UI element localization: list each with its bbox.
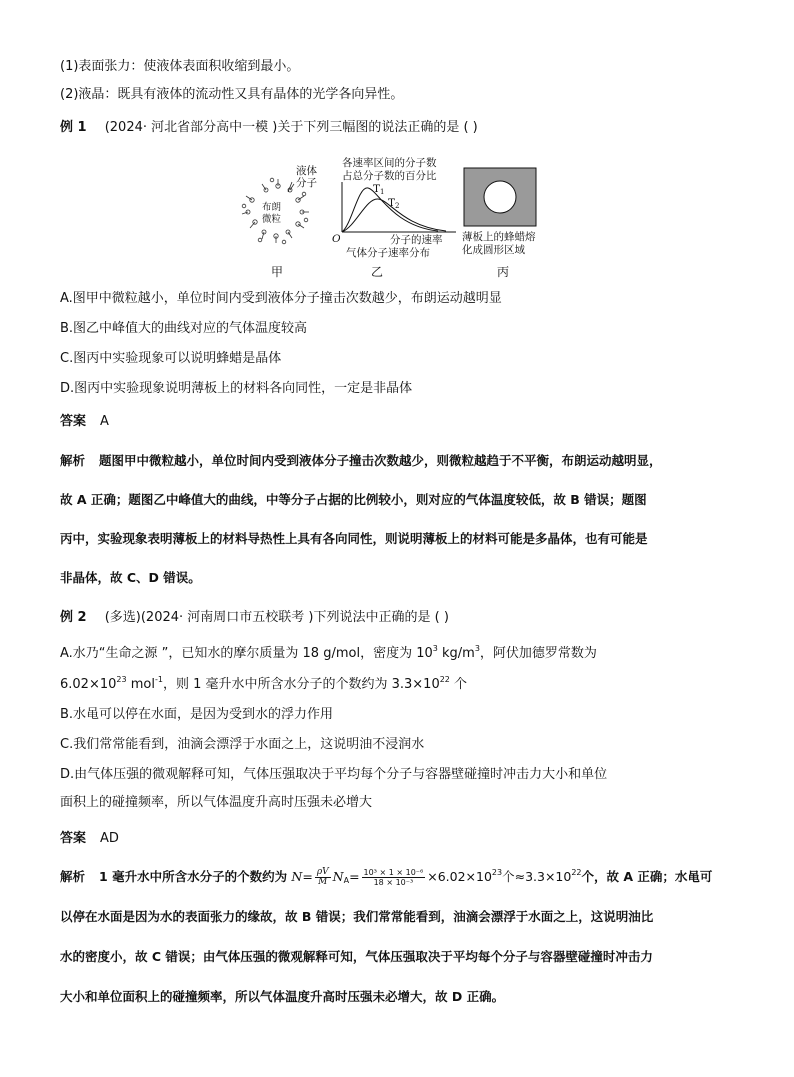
example2-header: [60, 609, 449, 627]
intro-line-1: (1)表面张力：使液体表面积收缩到最小。: [60, 59, 300, 74]
example2-option-d-line-2: 面积上的碰撞频率，所以气体温度升高时压强未必增大: [60, 795, 373, 810]
example2-option-a-line-2: $6.02\times 10^{23}$ mol$^{-1}$，则 1 毫升水中所含水分子的个数约为 $3.3\times 10^{22}$ 个: [60, 675, 468, 692]
figure-bing-wax-plate: [460, 166, 545, 258]
example1-explain-line-4: 非晶体，故 C、D 错误。: [60, 570, 201, 585]
example2-option-c: C.我们常常能看到，油滴会漂浮于水面之上，这说明油不浸润水: [60, 737, 425, 752]
example2-option-a-line-1: A.水乃“生命之源 ”，已知水的摩尔质量为 18 g/mol，密度为 $10^3$ $kg/m^3$，阿伏加德罗常数为: [60, 644, 597, 661]
jia-label-particle-1: 布朗: [262, 202, 282, 213]
yi-t2-label: T2: [388, 197, 400, 210]
figure-yi-caption: 乙: [370, 265, 383, 279]
example1-source: (2024· 河北省部分高中一模 ): [104, 120, 278, 135]
figure-yi-speed-distribution: [330, 156, 460, 260]
yi-origin-label: O: [332, 233, 341, 245]
example1-header: [60, 119, 478, 137]
jia-label-particle-2: 微粒: [262, 214, 282, 225]
example1-explain-line-1: 解析 题图甲中微粒越小，单位时间内受到液体分子撞击次数越少，则微粒越趋于不平衡，布朗运动越明显，: [60, 453, 662, 468]
example2-explain-label: 解析: [60, 869, 86, 884]
intro-line-2: (2)液晶：既具有液体的流动性又具有晶体的光学各向异性。: [60, 87, 404, 102]
yi-subtitle: 气体分子速率分布: [346, 247, 430, 259]
example1-answer-value: A: [100, 414, 109, 429]
yi-x-label: 分子的速率: [390, 234, 443, 246]
example1-explain-label: 解析: [60, 453, 86, 468]
example1-answer: [60, 413, 109, 431]
formula-fraction-rhoV-M: $\frac{\rho V}{M}$: [316, 867, 329, 887]
example2-answer: [60, 830, 119, 848]
example2-explain-line-2: 以停在水面是因为水的表面张力的缘故，故 B 错误；我们常常能看到，油滴会漂浮于水面之上，这说明油比: [60, 909, 654, 924]
example1-option-a: A.图甲中微粒越小，单位时间内受到液体分子撞击次数越少，布朗运动越明显: [60, 291, 502, 306]
molecule-count-formula: N= $\frac{\rho V}{M}$ $N_A=$ $\frac{\text{10³ × 1 × 10⁻⁶}}{\text{18 × 10⁻³}}$ $\times 6.02\times 10^{23}$个$\approx 3.3\times 10^{22}$: [291, 867, 582, 887]
formula-fraction-numeric: $\frac{\text{10³ × 1 × 10⁻⁶}}{\text{18 × 10⁻³}}$: [363, 868, 424, 887]
yi-title-2: 占总分子数的百分比: [342, 170, 437, 182]
example2-stem: 下列说法中正确的是 ( ): [313, 610, 449, 625]
yi-title-1: 各速率区间的分子数: [342, 157, 437, 169]
jia-label-liquid: 液体: [296, 165, 317, 177]
example2-answer-value: AD: [100, 831, 119, 846]
example1-option-c: C.图丙中实验现象可以说明蜂蜡是晶体: [60, 351, 282, 366]
example1-label: 例 1: [60, 120, 87, 135]
molecule-pointer: [288, 182, 292, 192]
bing-label-1: 薄板上的蜂蜡熔: [462, 231, 536, 243]
example2-source: (多选)(2024· 河南周口市五校联考 ): [104, 610, 314, 625]
figure-bing-caption: 丙: [496, 265, 509, 279]
example1-option-d: D.图丙中实验现象说明薄板上的材料各向同性，一定是非晶体: [60, 381, 413, 396]
yi-t1-label: T1: [373, 183, 385, 196]
example2-option-d-line-1: D.由气体压强的微观解释可知，气体压强取决于平均每个分子与容器壁碰撞时冲击力大小和单位: [60, 767, 608, 782]
example2-label: 例 2: [60, 610, 87, 625]
curve-t1: [342, 188, 438, 232]
example1-answer-label: 答案: [60, 414, 87, 429]
example1-stem: 关于下列三幅图的说法正确的是 ( ): [277, 120, 478, 135]
example2-answer-label: 答案: [60, 831, 87, 846]
example2-explain-line-1: 解析 1 毫升水中所含水分子的个数约为 N= $\frac{\rho V}{M}$ $N_A=$ $\frac{\text{10³ × 1 × 10⁻⁶}}{\text{18 × 10⁻³}}$ $\times 6.02\times 10^{23}$个$\approx 3.3\times 10^{22}$个，故 A 正确；水黾可: [60, 867, 713, 887]
example2-explain-line-3: 水的密度小，故 C 错误；由气体压强的微观解释可知，气体压强取决于平均每个分子与容器壁碰撞时冲击力: [60, 949, 653, 964]
figure-jia-brownian: [240, 160, 325, 250]
example2-explain-line-4: 大小和单位面积上的碰撞频率，所以气体温度升高时压强未必增大，故 D 正确。: [60, 989, 505, 1004]
figure-jia-caption: 甲: [270, 265, 283, 279]
example1-explain-line-3: 丙中，实验现象表明薄板上的材料导热性上具有各向同性，则说明薄板上的材料可能是多晶体，也有可能是: [60, 531, 648, 546]
jia-label-molecule: 分子: [296, 177, 317, 189]
melted-wax-circle: [484, 181, 516, 213]
example2-option-b: B.水黾可以停在水面，是因为受到水的浮力作用: [60, 707, 334, 722]
bing-label-2: 化成圆形区域: [462, 244, 525, 256]
example1-explain-line-2: 故 A 正确；题图乙中峰值大的曲线，中等分子占据的比例较小，则对应的气体温度较低，故 B 错误；题图: [60, 492, 647, 507]
example1-option-b: B.图乙中峰值大的曲线对应的气体温度较高: [60, 321, 308, 336]
